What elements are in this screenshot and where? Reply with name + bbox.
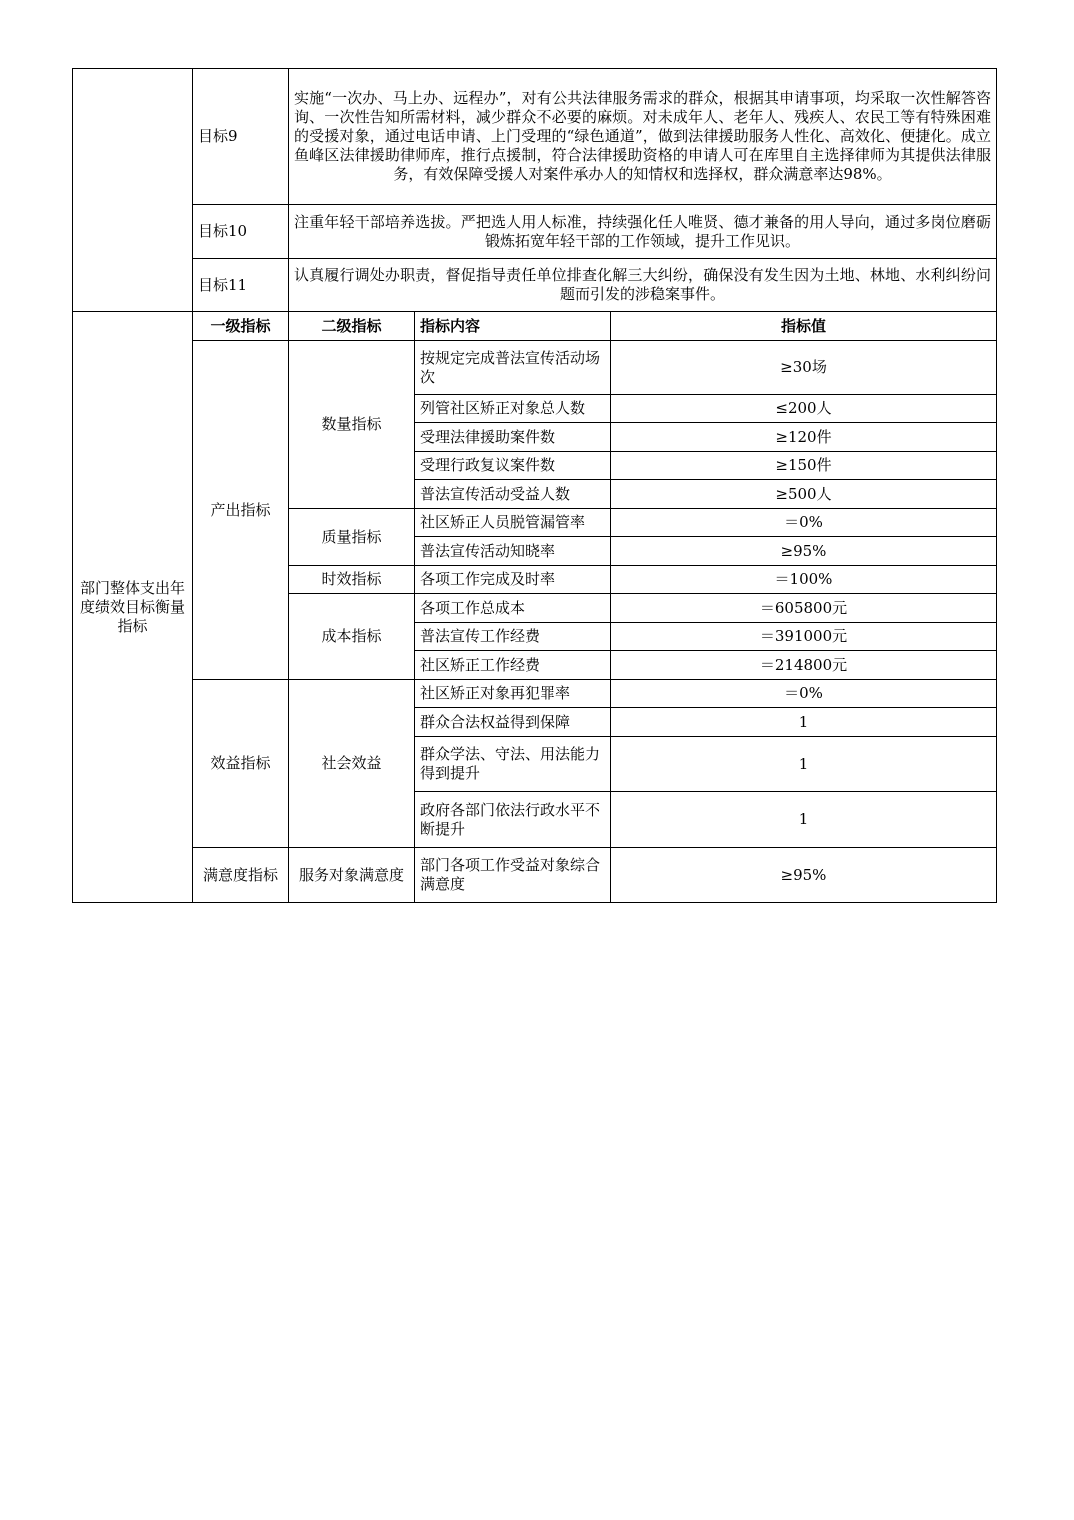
indicator-content: 政府各部门依法行政水平不断提升 xyxy=(415,792,611,848)
indicator-value: ＝100% xyxy=(611,566,997,594)
indicator-value: 1 xyxy=(611,737,997,792)
indicator-value: ≥30场 xyxy=(611,341,997,395)
indicator-content: 各项工作完成及时率 xyxy=(415,566,611,594)
indicator-content: 普法宣传活动受益人数 xyxy=(415,480,611,509)
indicator-value: ≤200人 xyxy=(611,395,997,423)
indicator-value: ≥120件 xyxy=(611,423,997,452)
group-service: 服务对象满意度 xyxy=(289,848,415,903)
indicator-content: 普法宣传工作经费 xyxy=(415,623,611,651)
goal-text: 实施“一次办、马上办、远程办”，对有公共法律服务需求的群众，根据其申请事项，均采取一次性解答咨询、一次性告知所需材料，减少群众不必要的麻烦。对未成年人、老年人、残疾人、农民工等有特殊困难的受援对象，通过电话申请、上门受理的“绿色通道”，做到法律援助服务人性化、高效化、便捷化。成立鱼峰区法律援助律师库，推行点援制，符合法律援助资格的申请人可在库里自主选择律师为其提供法律服务，有效保障受援人对案件承办人的知情权和选择权，群众满意率达98%。 xyxy=(289,69,997,205)
header-content: 指标内容 xyxy=(415,312,611,341)
indicator-content: 各项工作总成本 xyxy=(415,594,611,623)
goal-label: 目标10 xyxy=(193,205,289,259)
indicator-value: ＝0% xyxy=(611,509,997,537)
group-quality: 质量指标 xyxy=(289,509,415,566)
goal-text: 认真履行调处办职责，督促指导责任单位排查化解三大纠纷，确保没有发生因为土地、林地、水利纠纷问题而引发的涉稳案事件。 xyxy=(289,259,997,312)
group-quantity: 数量指标 xyxy=(289,341,415,509)
indicator-content: 群众合法权益得到保障 xyxy=(415,708,611,737)
indicator-value: 1 xyxy=(611,792,997,848)
group-social: 社会效益 xyxy=(289,680,415,848)
indicator-content: 普法宣传活动知晓率 xyxy=(415,537,611,566)
group-satisfaction: 满意度指标 xyxy=(193,848,289,903)
group-timeliness: 时效指标 xyxy=(289,566,415,594)
indicator-content: 受理法律援助案件数 xyxy=(415,423,611,452)
indicator-value: ≥150件 xyxy=(611,452,997,480)
goal-label: 目标9 xyxy=(193,69,289,205)
goals-section-cell xyxy=(73,69,193,312)
indicator-value: ＝214800元 xyxy=(611,651,997,680)
indicator-content: 社区矫正对象再犯罪率 xyxy=(415,680,611,708)
indicator-content: 受理行政复议案件数 xyxy=(415,452,611,480)
header-level2: 二级指标 xyxy=(289,312,415,341)
indicator-content: 部门各项工作受益对象综合满意度 xyxy=(415,848,611,903)
group-output: 产出指标 xyxy=(193,341,289,680)
indicator-content: 群众学法、守法、用法能力得到提升 xyxy=(415,737,611,792)
indicator-value: ＝391000元 xyxy=(611,623,997,651)
indicator-value: ＝0% xyxy=(611,680,997,708)
performance-table xyxy=(72,68,997,903)
indicator-value: ≥95% xyxy=(611,537,997,566)
indicator-content: 按规定完成普法宣传活动场次 xyxy=(415,341,611,395)
indicator-value: ≥500人 xyxy=(611,480,997,509)
group-benefit: 效益指标 xyxy=(193,680,289,848)
goal-text: 注重年轻干部培养选拔。严把选人用人标准，持续强化任人唯贤、德才兼备的用人导向，通过多岗位磨砺锻炼拓宽年轻干部的工作领域，提升工作见识。 xyxy=(289,205,997,259)
group-cost: 成本指标 xyxy=(289,594,415,680)
header-value: 指标值 xyxy=(611,312,997,341)
indicator-value: ＝605800元 xyxy=(611,594,997,623)
section-label: 部门整体支出年度绩效目标衡量指标 xyxy=(73,312,193,903)
indicator-content: 社区矫正人员脱管漏管率 xyxy=(415,509,611,537)
indicator-value: ≥95% xyxy=(611,848,997,903)
indicator-value: 1 xyxy=(611,708,997,737)
goal-label: 目标11 xyxy=(193,259,289,312)
indicator-content: 列管社区矫正对象总人数 xyxy=(415,395,611,423)
header-level1: 一级指标 xyxy=(193,312,289,341)
indicator-content: 社区矫正工作经费 xyxy=(415,651,611,680)
